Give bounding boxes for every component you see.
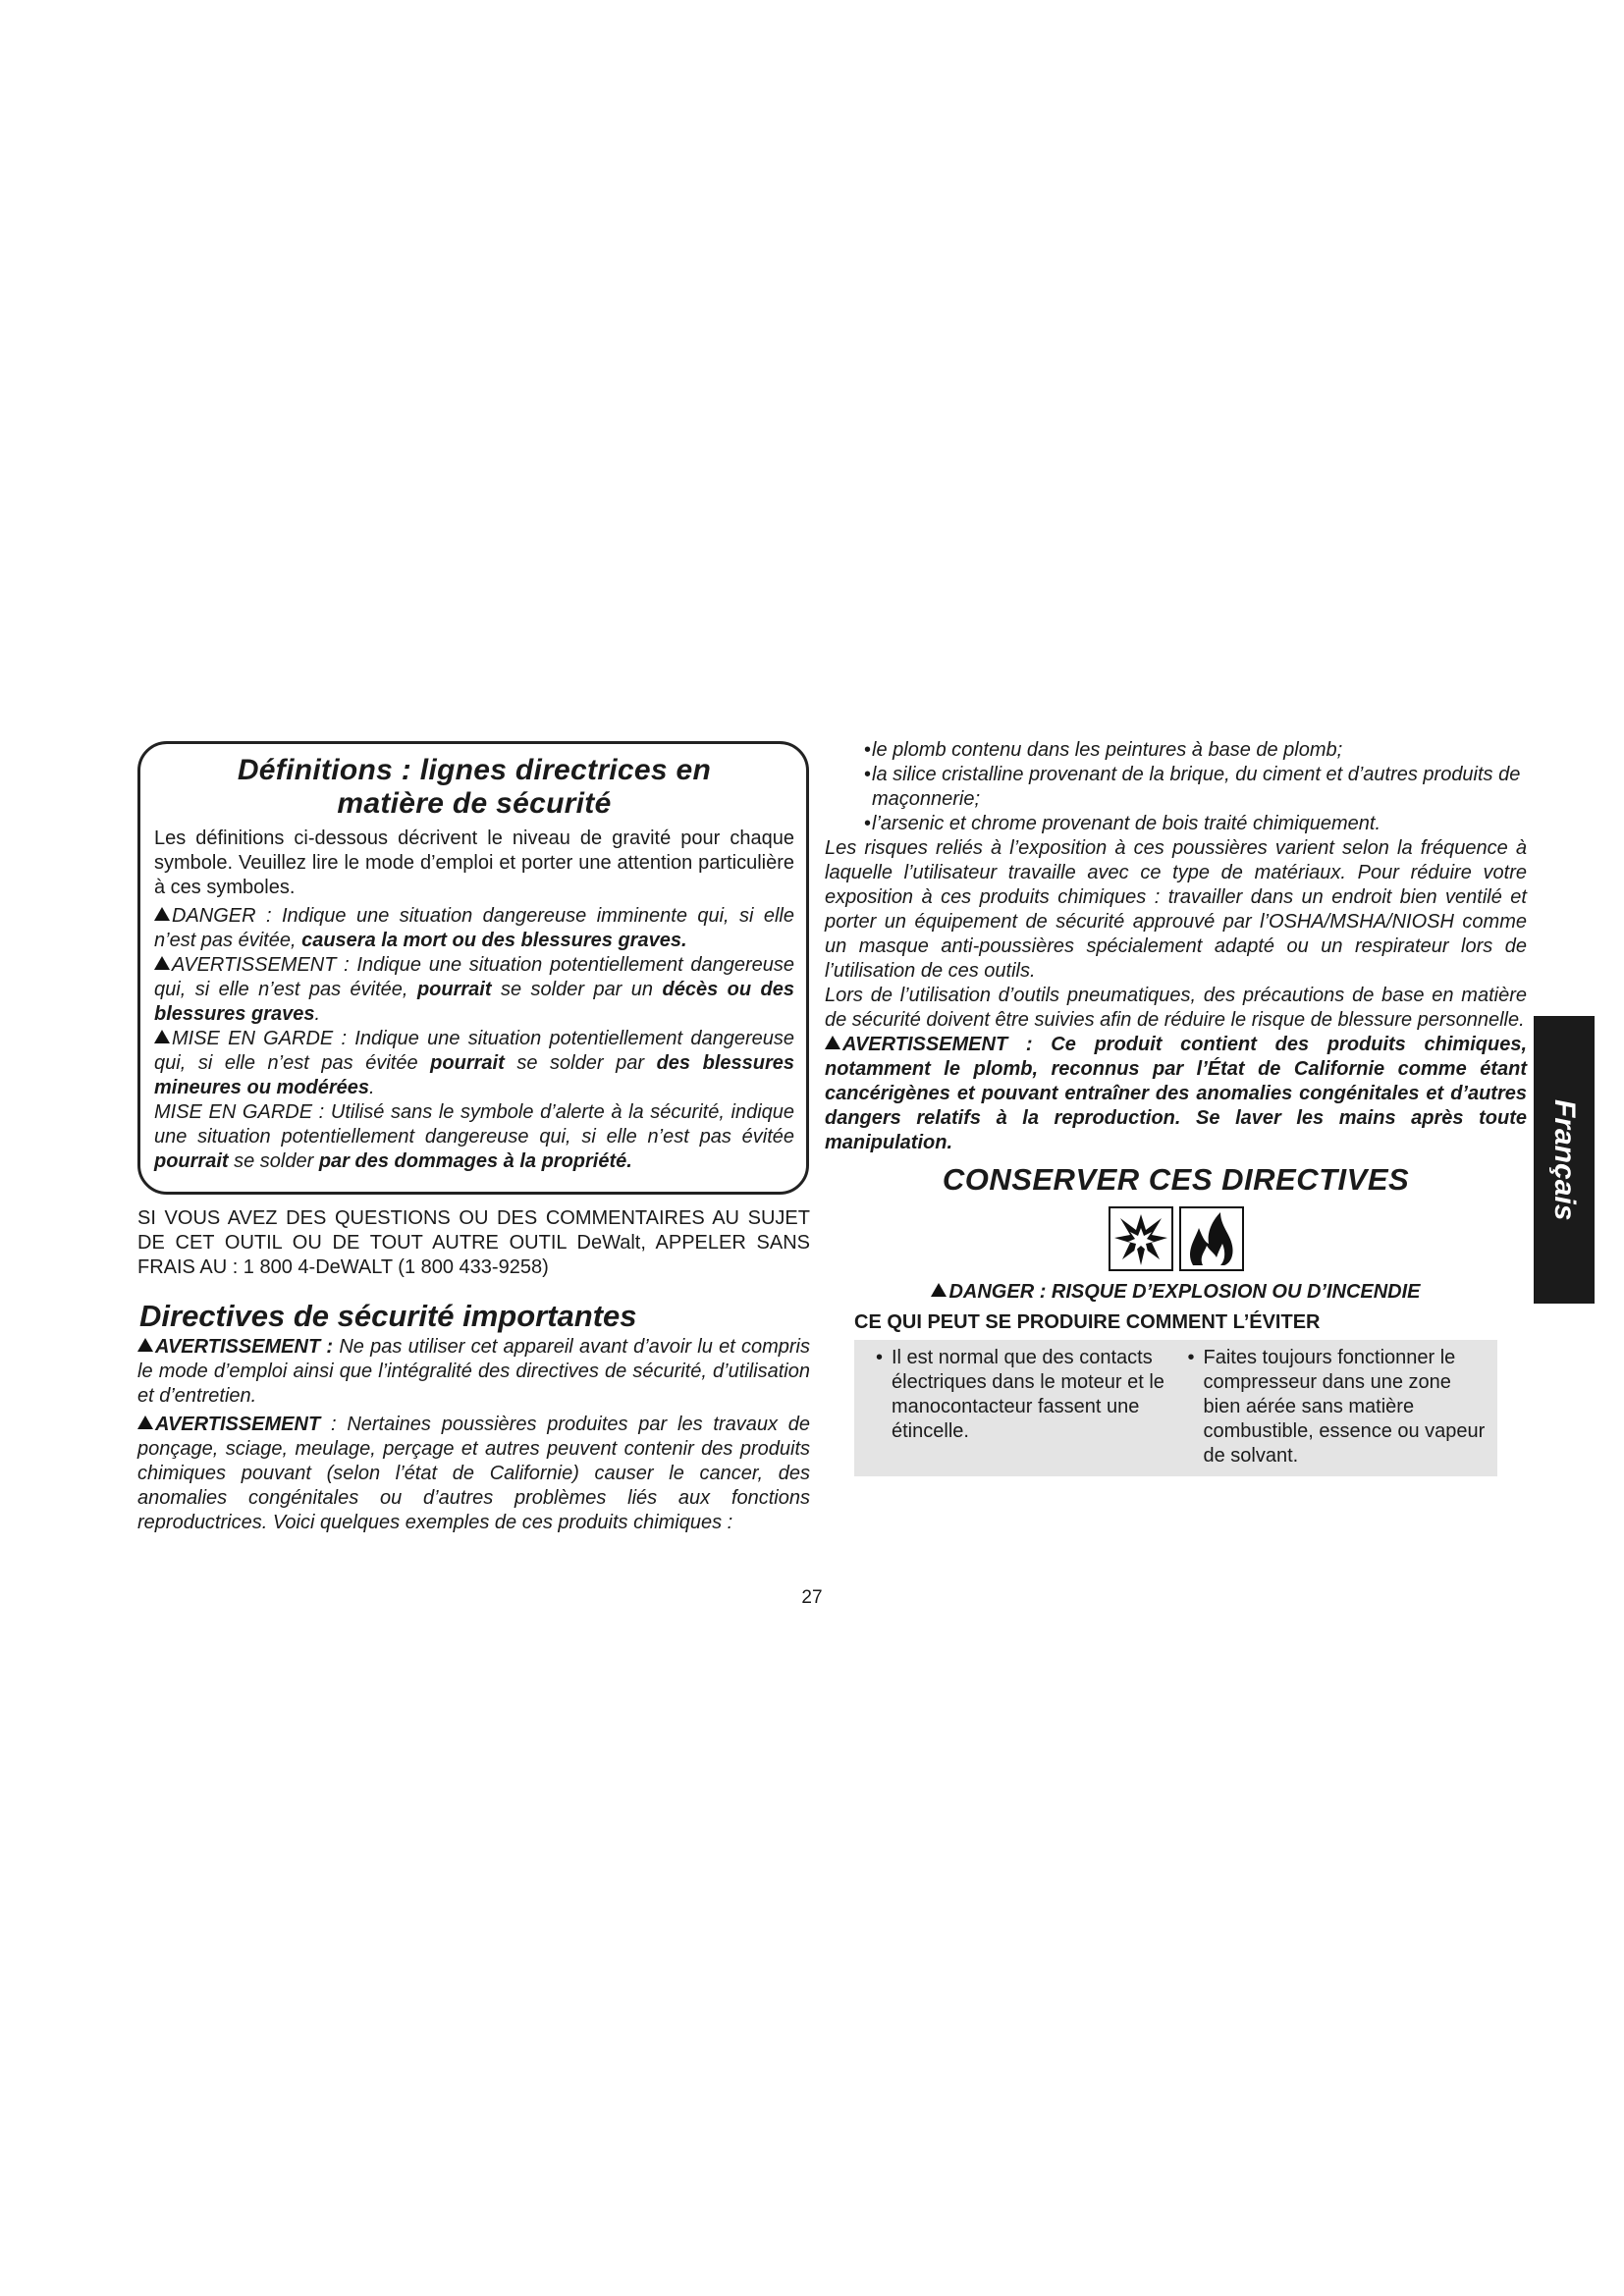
table-cell: • Il est normal que des contacts électriques dans le moteur et le manocontacteur fassent une étincelle. xyxy=(864,1346,1176,1468)
hazard-icons xyxy=(825,1206,1527,1271)
caution-text: Indique une situation potentiellement dangereuse qui, si elle n’est pas évitée xyxy=(154,1028,794,1074)
warning-text-2: se solder par un xyxy=(491,979,663,1000)
definitions-intro: Les définitions ci-dessous décrivent le niveau de gravité pour chaque symbole. Veuillez lire le mode d’emploi et porter une attention particulière à ces symboles. xyxy=(154,828,794,898)
important-warning-1-label: AVERTISSEMENT : xyxy=(155,1336,334,1358)
language-tab-label: Français xyxy=(1548,1098,1581,1221)
definitions-title-line2: matière de sécurité xyxy=(337,787,612,820)
list-item: • l’arsenic et chrome provenant de bois traité chimiquement. xyxy=(825,812,1527,836)
prevention-table xyxy=(854,1340,1497,1476)
fire-icon xyxy=(1179,1206,1244,1271)
warning-emphasis-2: décès ou des blessures graves xyxy=(154,979,795,1025)
caution-definition xyxy=(154,1027,794,1100)
important-warning-1 xyxy=(137,1335,810,1409)
warning-text: Indique une situation potentiellement dangereuse qui, si elle n’est pas évitée, xyxy=(154,954,794,1000)
warning-label: AVERTISSEMENT : xyxy=(172,954,350,976)
danger-definition xyxy=(154,904,794,953)
important-warning-2-text: : Nertaines poussières produites par les travaux de ponçage, sciage, meulage, perçage et autres peuvent contenir des produits chimiques pouvant (selon l’état de Californie) causer le cancer, des anomalies congénitales ou d’autres problèmes liés aux fonctions reproductrices. Voici quelques exemples de ces produits chimiques : xyxy=(137,1414,810,1533)
lead-warning-label: AVERTISSEMENT : xyxy=(842,1034,1033,1055)
danger-text: Indique une situation dangereuse imminente qui, si elle n’est pas évitée, xyxy=(154,905,794,951)
pneumatic-paragraph: Lors de l’utilisation d’outils pneumatiques, des précautions de base en matière de sécurité doivent être suivies afin de réduire le risque de blessure personnelle. xyxy=(825,985,1527,1031)
warning-triangle-icon xyxy=(137,1338,153,1352)
warning-end: . xyxy=(314,1003,320,1025)
danger-emphasis: causera la mort ou des blessures graves. xyxy=(301,930,687,951)
important-warning-2 xyxy=(137,1413,810,1535)
caution-property-emphasis-2: par des dommages à la propriété. xyxy=(318,1150,632,1172)
definitions-box xyxy=(137,741,809,1195)
prevention-header: CE QUI PEUT SE PRODUIRE COMMENT L’ÉVITER xyxy=(854,1311,1321,1333)
list-item: • la silice cristalline provenant de la brique, du ciment et d’autres produits de maçonnerie; xyxy=(825,763,1527,812)
caution-emphasis-2: des blessures mineures ou modérées xyxy=(154,1052,794,1098)
caution-property-label: MISE EN GARDE : xyxy=(154,1101,325,1123)
table-cell: • Faites toujours fonctionner le compresseur dans une zone bien aérée sans matière combustible, essence ou vapeur de solvant. xyxy=(1176,1346,1489,1468)
caution-property-text-2: se solder xyxy=(228,1150,319,1172)
lead-warning-text: Ce produit contient des produits chimiques, notamment le plomb, reconnus par l’État de Californie comme étant cancérigènes et pouvant entraîner des anomalies congénitales et d’autres dangers relatifs à la reproduction. Se laver les mains après toute manipulation. xyxy=(825,1034,1527,1153)
caution-label: MISE EN GARDE : xyxy=(172,1028,348,1049)
important-title: Directives de sécurité importantes xyxy=(139,1299,637,1333)
language-tab xyxy=(1534,1016,1595,1304)
caution-property-text: Utilisé sans le symbole d’alerte à la sécurité, indique une situation potentiellement dangereuse qui, si elle n’est pas évitée xyxy=(154,1101,795,1148)
warning-triangle-icon xyxy=(154,956,170,970)
risk-paragraph: Les risques reliés à l’exposition à ces poussières varient selon la fréquence à laquelle l’utilisateur travaille avec ce type de matériaux. Pour réduire votre exposition à ces produits chimiques : travailler dans un endroit bien ventilé et porter un équipement de sécurité approuvé par l’OSHA/MSHA/NIOSH comme un masque anti-poussières spécialement adapté ou un respirateur lors de l’utilisation de ces outils. xyxy=(825,837,1527,982)
caution-emphasis-1: pourrait xyxy=(430,1052,505,1074)
warning-triangle-icon xyxy=(137,1415,153,1429)
definitions-title xyxy=(154,754,794,821)
lead-warning xyxy=(825,1033,1527,1155)
important-warning-1-text: Ne pas utiliser cet appareil avant d’avoir lu et compris le mode d’emploi ainsi que l’intégralité des directives de sécurité, d’utilisation et d’entretien. xyxy=(137,1336,810,1407)
warning-emphasis-1: pourrait xyxy=(416,979,492,1000)
explosion-danger-text: DANGER : RISQUE D’EXPLOSION OU D’INCENDIE xyxy=(948,1281,1421,1303)
explosion-danger-line xyxy=(825,1281,1527,1304)
chemicals-list xyxy=(825,738,1527,836)
definitions-title-line1: Définitions : lignes directrices en xyxy=(237,754,712,786)
keep-instructions-title: CONSERVER CES DIRECTIVES xyxy=(942,1162,1410,1197)
list-item: • le plomb contenu dans les peintures à base de plomb; xyxy=(825,738,1527,763)
caution-text-2: se solder par xyxy=(504,1052,657,1074)
warning-definition xyxy=(154,953,794,1027)
danger-label: DANGER : xyxy=(172,905,272,927)
right-column xyxy=(825,738,1527,1476)
contact-info: SI VOUS AVEZ DES QUESTIONS OU DES COMMENTAIRES AU SUJET DE CET OUTIL OU DE TOUT AUTRE OUTIL DeWalt, APPELER SANS FRAIS AU : 1 800 4-DeWALT (1 800 433-9258) xyxy=(137,1207,810,1278)
explosion-icon xyxy=(1109,1206,1173,1271)
warning-triangle-icon xyxy=(931,1283,947,1297)
caution-end: . xyxy=(368,1077,375,1098)
caution-property-definition xyxy=(154,1100,794,1174)
page-number: 27 xyxy=(801,1587,823,1608)
warning-triangle-icon xyxy=(154,907,170,921)
warning-triangle-icon xyxy=(825,1036,840,1049)
warning-triangle-icon xyxy=(154,1030,170,1043)
left-column xyxy=(137,741,810,1535)
caution-property-emphasis-1: pourrait xyxy=(154,1150,229,1172)
important-warning-2-label: AVERTISSEMENT xyxy=(155,1414,321,1435)
